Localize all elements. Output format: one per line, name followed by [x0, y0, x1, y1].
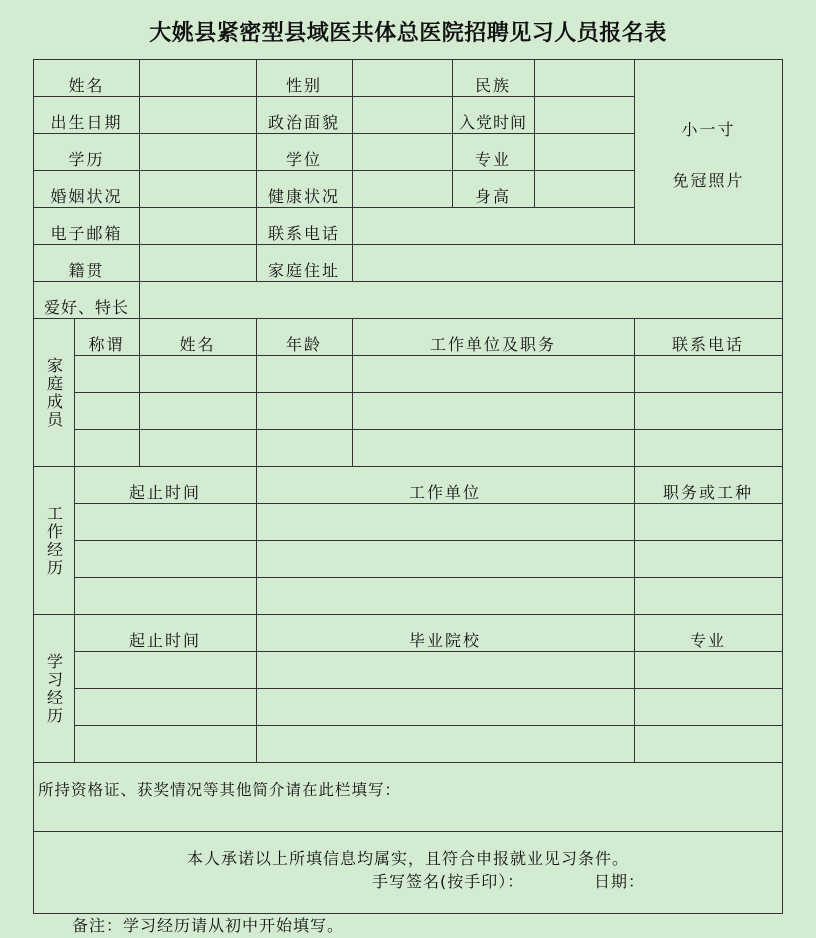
- signature-label: 手写签名(按手印）：: [372, 871, 525, 891]
- work-row[interactable]: [75, 541, 782, 577]
- education-label: 学历: [68, 150, 105, 169]
- name-input[interactable]: [140, 61, 256, 96]
- phone-label: 联系电话: [267, 224, 340, 243]
- native-place-input[interactable]: [140, 246, 256, 281]
- photo-requirement-text: 免冠照片: [672, 171, 745, 190]
- study-row[interactable]: [75, 726, 782, 762]
- degree-label: 学位: [285, 150, 322, 169]
- ethnicity-input[interactable]: [535, 61, 634, 96]
- family-header-phone: 联系电话: [671, 335, 744, 354]
- study-row[interactable]: [75, 652, 782, 688]
- study-header-period: 起止时间: [128, 631, 201, 650]
- work-row[interactable]: [75, 578, 782, 614]
- birth-date-label: 出生日期: [50, 113, 123, 132]
- family-row[interactable]: [75, 393, 782, 429]
- footnote: 备注：学习经历请从初中开始填写。: [72, 916, 345, 935]
- family-header-name: 姓名: [179, 335, 216, 354]
- birth-date-input[interactable]: [140, 98, 256, 133]
- political-status-label: 政治面貌: [267, 113, 340, 132]
- health-label: 健康状况: [267, 187, 340, 206]
- date-label: 日期：: [594, 871, 646, 891]
- ethnicity-label: 民族: [474, 76, 511, 95]
- major-input[interactable]: [535, 135, 634, 170]
- height-input[interactable]: [535, 172, 634, 207]
- qualifications-input[interactable]: [35, 800, 782, 831]
- photo-size-text: 小一寸: [681, 120, 736, 139]
- political-status-input[interactable]: [353, 98, 452, 133]
- party-join-date-label: 入党时间: [458, 113, 527, 132]
- family-row[interactable]: [75, 430, 782, 466]
- height-label: 身高: [474, 187, 511, 206]
- study-header-major: 专业: [689, 631, 726, 650]
- work-header-period: 起止时间: [128, 483, 201, 502]
- marital-status-input[interactable]: [140, 172, 256, 207]
- family-row[interactable]: [75, 356, 782, 392]
- degree-input[interactable]: [353, 135, 452, 170]
- study-header-school: 毕业院校: [408, 631, 481, 650]
- gender-input[interactable]: [353, 61, 452, 96]
- name-label: 姓名: [68, 76, 105, 95]
- work-row[interactable]: [75, 504, 782, 540]
- family-section-label: 家庭成员: [44, 356, 64, 429]
- study-row[interactable]: [75, 689, 782, 725]
- pledge-statement: 本人承诺以上所填信息均属实，且符合申报就业见习条件。: [186, 848, 629, 868]
- health-input[interactable]: [353, 172, 452, 207]
- family-header-age: 年龄: [285, 335, 322, 354]
- gender-label: 性别: [285, 76, 322, 95]
- family-header-relation: 称谓: [88, 335, 125, 354]
- address-input[interactable]: [353, 246, 782, 281]
- email-input[interactable]: [140, 209, 256, 244]
- form-title: 大姚县紧密型县域医共体总医院招聘见习人员报名表: [149, 20, 667, 46]
- education-input[interactable]: [140, 135, 256, 170]
- hobbies-input[interactable]: [140, 283, 782, 318]
- photo-box[interactable]: [635, 61, 782, 244]
- work-header-position: 职务或工种: [662, 483, 753, 502]
- qualifications-label: 所持资格证、获奖情况等其他简介请在此栏填写：: [38, 781, 402, 799]
- hobbies-label: 爱好、特长: [43, 298, 129, 317]
- work-header-employer: 工作单位: [408, 483, 481, 502]
- major-label: 专业: [474, 150, 511, 169]
- native-place-label: 籍贯: [68, 261, 105, 280]
- party-join-date-input[interactable]: [535, 98, 634, 133]
- marital-status-label: 婚姻状况: [50, 187, 123, 206]
- registration-form: [33, 59, 783, 914]
- phone-input[interactable]: [353, 209, 634, 244]
- family-header-employer: 工作单位及职务: [429, 335, 556, 354]
- email-label: 电子邮箱: [50, 224, 123, 243]
- address-label: 家庭住址: [267, 261, 340, 280]
- work-section-label: 工作经历: [44, 504, 64, 577]
- study-section-label: 学习经历: [44, 652, 64, 725]
